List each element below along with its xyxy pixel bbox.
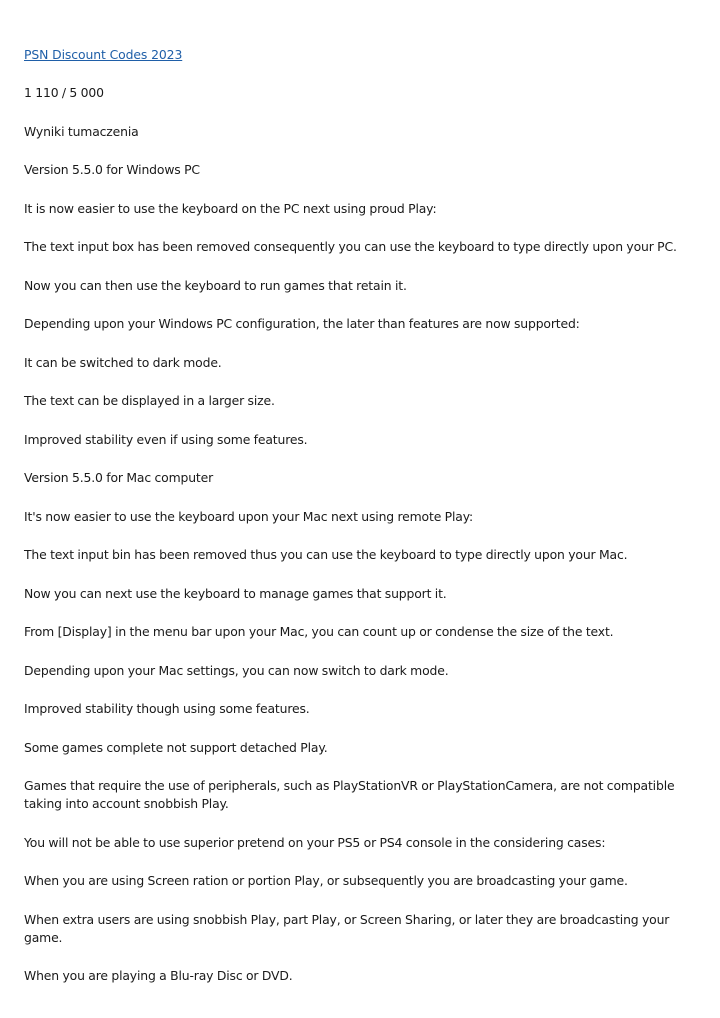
- psn-discount-codes-link[interactable]: PSN Discount Codes 2023: [24, 47, 183, 62]
- paragraph: Improved stability though using some features.: [24, 701, 310, 716]
- paragraph: From [Display] in the menu bar upon your Mac, you can count up or condense the size of the text.: [24, 624, 614, 639]
- paragraph: You will not be able to use superior pretend on your PS5 or PS4 console in the considering cases:: [24, 834, 606, 850]
- paragraph: The text input bin has been removed thus you can use the keyboard to type directly upon your Mac.: [24, 547, 628, 562]
- paragraph: It's now easier to use the keyboard upon your Mac next using remote Play:: [24, 508, 474, 524]
- paragraph: When you are using Screen ration or portion Play, or subsequently you are broadcasting your game.: [24, 873, 628, 888]
- paragraph: The text input box has been removed consequently you can use the keyboard to type directly upon your PC.: [24, 239, 677, 254]
- document-page: [24, 46, 696, 1006]
- paragraph: It is now easier to use the keyboard on the PC next using proud Play:: [24, 200, 437, 216]
- paragraph: Depending upon your Mac settings, you can now switch to dark mode.: [24, 662, 449, 678]
- paragraph: Depending upon your Windows PC configuration, the later than features are now supported:: [24, 316, 580, 331]
- paragraph-character-count: 1 110 / 5 000: [24, 85, 104, 100]
- paragraph: Now you can next use the keyboard to manage games that support it.: [24, 585, 447, 601]
- paragraph: When extra users are using snobbish Play, part Play, or Screen Sharing, or later they are broadcasting your game.: [24, 911, 670, 945]
- paragraph: The text can be displayed in a larger size.: [24, 393, 275, 408]
- paragraph: It can be switched to dark mode.: [24, 354, 222, 370]
- paragraph: When you are playing a Blu-ray Disc or DVD.: [24, 968, 293, 983]
- paragraph-version-mac: Version 5.5.0 for Mac computer: [24, 470, 214, 485]
- paragraph: Games that require the use of peripherals, such as PlayStationVR or PlayStationCamera, are not compatible taking into account snobbish Play.: [24, 778, 675, 811]
- paragraph-version-windows: Version 5.5.0 for Windows PC: [24, 162, 200, 177]
- paragraph: Improved stability even if using some features.: [24, 431, 308, 447]
- paragraph: Now you can then use the keyboard to run games that retain it.: [24, 277, 407, 293]
- paragraph-translation-results: Wyniki tumaczenia: [24, 123, 139, 139]
- paragraph: Some games complete not support detached Play.: [24, 739, 328, 755]
